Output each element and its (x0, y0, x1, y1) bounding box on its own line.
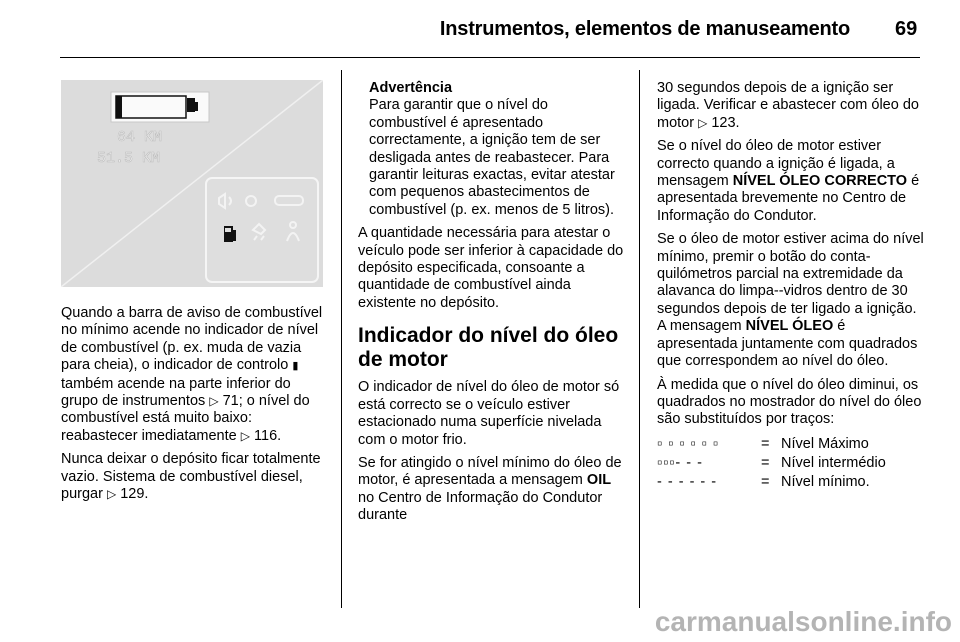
oil-check-paragraph: 30 segundos depois de a ignição ser ligada. Verificar e abastecer com óleo do motor ▷ 123. (657, 80, 919, 131)
fuel-pump-inline-icon: ▮ (292, 360, 299, 373)
header-rule (60, 57, 920, 58)
warning-title: Advertência (369, 80, 453, 96)
page-number: 69 (895, 18, 918, 40)
oil-minimum-paragraph: Se for atingido o nível mínimo do óleo de motor, é apresentada a mensagem OIL no Centro de Informação do Condutor durante (358, 454, 622, 524)
oil-decrease-paragraph: À medida que o nível do óleo diminui, os quadrados no mostrador do nível do óleo são substituídos por traços: (657, 376, 922, 428)
column-right (657, 80, 925, 492)
section-heading: Indicador do nível do óleo de motor (358, 324, 619, 372)
fuel-warning-paragraph: Quando a barra de aviso de combustível no mínimo acende no indicador de nível de combustível (p. ex. muda de vazia para cheia), o indicador de controlo ▮ também acende na parte inferior do grupo de instrumentos ▷ 71; o nível do combustível está muito baixo: reabastecer imediatamente ▷ 116. (61, 305, 323, 444)
warning-body: Para garantir que o nível do combustível é apresentado correctamente, a ignição tem de ser desligada antes de reabastecer. Para garantir leituras exactas, evitar atestar com pequenos abastecimentos de combustível (p. ex. menos de 5 litros). (369, 97, 615, 218)
watermark: carmanualsonline.info (654, 606, 952, 637)
page-ref-icon: ▷ (209, 394, 219, 409)
oil-level-legend (657, 435, 925, 492)
warning-box (369, 80, 626, 219)
page-ref-icon: ▷ (240, 428, 250, 443)
empty-tank-paragraph: Nunca deixar o depósito ficar totalmente vazio. Sistema de combustível diesel, purgar ▷ 129. (61, 451, 321, 503)
oil-above-minimum-paragraph: Se o óleo de motor estiver acima do nível mínimo, premir o botão do conta-quilómetros parcial na extremidade da alavanca do limpa--vidros dentro de 30 segundos depois de ter ligado a ignição. A mensagem NÍVEL ÓLEO é apresentada juntamente com quadrados que correspondem ao nível do óleo. (657, 231, 924, 370)
page-ref-icon: ▷ (698, 115, 708, 130)
oil-level-row: - - - - - - = Nível mínimo. (657, 473, 870, 490)
oil-level-row: ▫ ▫ ▫ ▫ ▫ ▫ = Nível Máximo (657, 435, 869, 452)
trip-odometer-reading: 64 KM (117, 129, 163, 146)
instrument-cluster-illustration (61, 80, 323, 287)
column-divider-2 (639, 70, 640, 608)
fill-quantity-paragraph: A quantidade necessária para atestar o veículo pode ser inferior à capacidade do depósito especificada, consoante a quantidade de combustível ainda existente no depósito. (358, 225, 624, 311)
total-odometer-reading: 51.5 KM (97, 150, 161, 167)
column-divider-1 (341, 70, 342, 608)
column-middle (358, 80, 626, 531)
oil-correct-paragraph: Se o nível do óleo de motor estiver correcto quando a ignição é ligada, a mensagem NÍVEL ÓLEO CORRECTO é apresentada brevemente no Centro de Informação do Condutor. (657, 138, 920, 224)
column-left (61, 305, 331, 509)
oil-level-row: ▫▫▫- - - = Nível intermédio (657, 454, 886, 471)
page-ref-icon: ▷ (106, 487, 117, 502)
oil-indicator-paragraph: O indicador de nível do óleo de motor só está correcto se o veículo estiver estacionado numa superfície nivelada com o motor frio. (358, 379, 620, 448)
page-header-title: Instrumentos, elementos de manuseamento (439, 18, 850, 40)
instrument-cluster-figure (61, 80, 323, 287)
